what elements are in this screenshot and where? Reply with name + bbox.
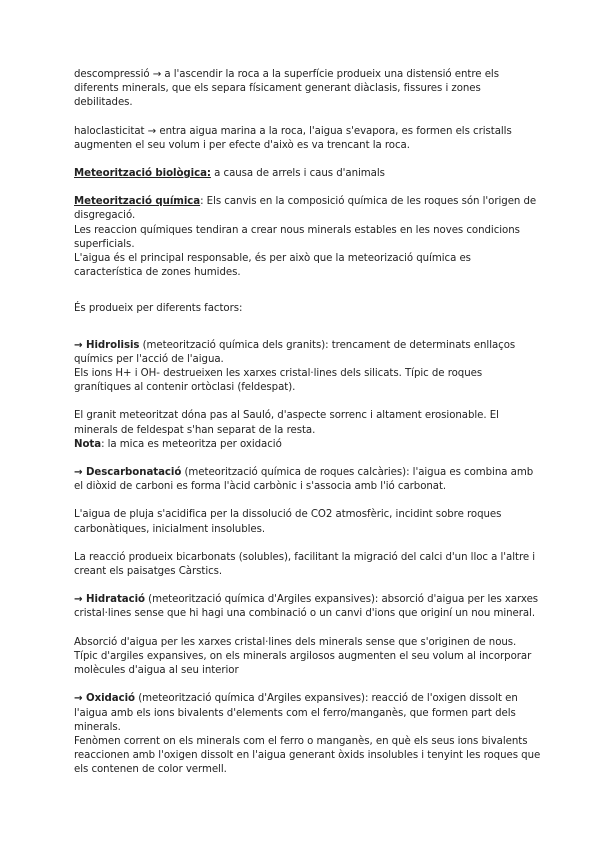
paragraph-descarbonatacio <box>74 466 542 494</box>
paragraph-reaccio: La reacció produeix bicarbonats (solubles), facilitant la migració del calci d'un lloc a l'altre i creant els paisatges Càrstics. <box>74 551 536 578</box>
paragraph-quimica <box>74 195 542 223</box>
paragraph-oxidacio <box>74 692 542 735</box>
paragraph-haloclasticitat: haloclasticitat → entra aigua marina a la roca, l'aigua s'evapora, es formen els cristalls augmenten el seu volum i per efecte d'això es va trencant la roca. <box>74 125 512 151</box>
paragraph-quimica-line3: L'aigua és el principal responsable, és per això que la meteorizació química es característica de zones humides. <box>74 253 471 279</box>
heading-meteoritzacio-biologica: Meteorització biològica: <box>74 168 211 180</box>
paragraph-fenomen: Fenòmen corrent on els minerals com el ferro o manganès, en què els seus ions bivalents reaccionen amb l'oxigen dissolt en l'aigua generant òxids insolubles i tenyint les roques que els contenen de color vermell. <box>74 735 541 776</box>
hidratacio-text: (meteorització química d'Argiles expansives): absorció d'aigua per les xarxes cristal·lines sense que hi hagi una combinació o un canvi d'ions que originí un nou mineral. <box>74 594 539 620</box>
paragraph-hidratacio <box>74 593 542 621</box>
paragraph-factors: És produeix per diferents factors: <box>74 303 243 315</box>
paragraph-descompressio: descompressió → a l'ascendir la roca a la superfície produeix una distensió entre els diferents minerals, que els separa físicament generant diàclasis, fissures i zones debilitades. <box>74 69 499 109</box>
paragraph-hidrolisis <box>74 339 542 367</box>
paragraph-absorcio: Absorció d'aigua per les xarxes cristal·lines dels minerals sense que s'originen de nous. <box>74 636 517 648</box>
hidrolisis-text: (meteorització química dels granits): trencament de determinats enllaços químics per l'acció de l'aigua. <box>74 339 516 365</box>
heading-hidrolisis: → Hidrolisis <box>74 339 140 351</box>
paragraph-biologica <box>74 167 542 181</box>
nota-label: Nota <box>74 438 102 450</box>
oxidacio-text: (meteorització química d'Argiles expansives): reacció de l'oxigen dissolt en l'aigua amb els ions bivalents d'elements com el ferro/manganès, que formen part dels minerals. <box>74 693 518 733</box>
quimica-text: : Els canvis en la composició química de les roques són l'origen de disgregació. <box>74 196 537 222</box>
paragraph-argiles: Típic d'argiles expansives, on els minerals argilosos augmenten el seu volum al incorporar molècules d'aigua al seu interior <box>74 650 532 677</box>
nota-text: : la mica es meteoritza per oxidació <box>101 438 282 450</box>
paragraph-granit: El granit meteoritzat dóna pas al Sauló, d'aspecte sorrenc i altament erosionable. El minerals de feldespat s'han separat de la resta. <box>74 410 499 436</box>
heading-descarbonatacio: → Descarbonatació <box>74 467 182 479</box>
paragraph-quimica-line2: Les reaccion químiques tendiran a crear nous minerals estables en les noves condicions superficials. <box>74 224 520 250</box>
biologica-text: a causa de arrels i caus d'animals <box>210 168 385 180</box>
heading-hidratacio: → Hidratació <box>74 594 145 606</box>
paragraph-nota <box>74 438 542 452</box>
paragraph-pluja: L'aigua de pluja s'acidifica per la dissolució de CO2 atmosfèric, incidint sobre roques carbonàtiques, inicialment insolubles. <box>74 509 502 535</box>
heading-oxidacio: → Oxidació <box>74 693 136 705</box>
descarbonatacio-text: (meteorització química de roques calcàries): l'aigua es combina amb el diòxid de carboni es forma l'àcid carbònic i s'associa amb l'ió carbonat. <box>74 467 534 493</box>
paragraph-hidrolisis-line2: Els ions H+ i OH- destrueixen les xarxes cristal·lines dels silicats. Típic de roques granítiques al contenir ortòclasi (feldespat). <box>74 368 483 394</box>
heading-meteoritzacio-quimica: Meteorització química <box>74 196 201 208</box>
